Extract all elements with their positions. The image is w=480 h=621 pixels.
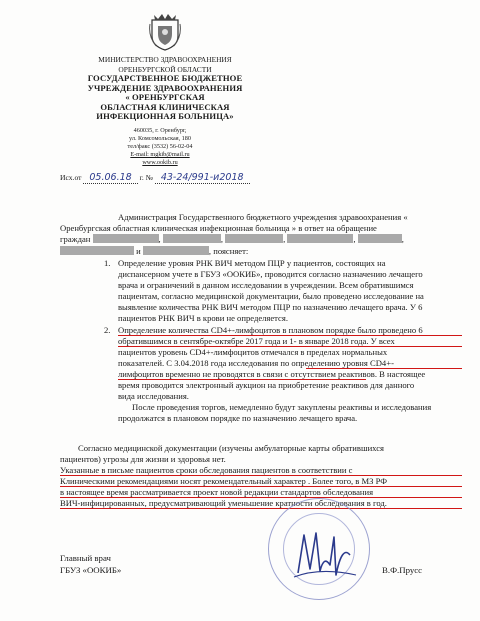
redacted-name-1	[93, 234, 159, 243]
item-number: 1.	[104, 258, 111, 268]
item2-line8: После проведения торгов, немедленно будут закуплены реактивы и исследования	[132, 402, 432, 412]
item2-line9: продолжатся в плановом порядке по назначению лечащего врача.	[118, 413, 358, 423]
item2-line5: лимфоцитов временно не проводятся в связи с отсутствием реактивов. В настоящее	[118, 369, 426, 379]
red-underline	[60, 486, 462, 487]
org-address	[95, 127, 225, 167]
region-name: ОРЕНБУРГСКОЙ ОБЛАСТИ	[118, 64, 212, 74]
signature-title	[60, 552, 121, 576]
closing-line1: Согласно медицинской документации (изучены амбулаторные карты обратившихся	[78, 443, 384, 453]
intro-citizens-label: граждан	[60, 234, 91, 244]
org-name-line5: ИНФЕКЦИОННАЯ БОЛЬНИЦА»	[96, 111, 234, 121]
coat-of-arms-emblem	[148, 12, 182, 52]
intro-and-word: и	[136, 246, 141, 256]
org-name-line2: УЧРЕЖДЕНИЕ ЗДРАВООХРАНЕНИЯ	[87, 82, 243, 93]
item-number: 2.	[104, 325, 111, 335]
item2-line1: Определение количества CD4+-лимфоцитов в плановом порядке было проведено 6	[118, 325, 423, 335]
outgoing-date: 05.06.18	[83, 172, 137, 184]
org-name-line4: ОБЛАСТНАЯ КЛИНИЧЕСКАЯ	[100, 101, 230, 112]
redacted-name-3	[225, 234, 283, 243]
intro-line2: Оренбургская областная клиническая инфекционная больница » в ответ на обращение	[60, 223, 377, 233]
item1-line2: диспансерном учете в ГБУЗ «ООКИБ», проводится согласно назначению лечащего	[118, 269, 423, 279]
outgoing-label: Исх.от	[60, 173, 82, 182]
letterhead	[70, 55, 260, 122]
intro-line4	[60, 246, 460, 257]
red-underline	[118, 346, 462, 347]
red-underline	[60, 475, 462, 476]
signer-position: Главный врач	[60, 553, 111, 563]
item1-line1: Определение уровня РНК ВИЧ методом ПЦР у пациентов, состоящих на	[118, 258, 386, 268]
item2-line6: время проводится электронный аукцион на приобретение реактивов для данного	[118, 380, 415, 390]
redacted-name-5	[358, 234, 402, 243]
red-underline	[118, 379, 366, 380]
red-underline	[60, 497, 462, 498]
item1-line3: врача и ограничений в данном исследовании в учреждении. Всем обратившимся	[118, 280, 414, 290]
item2-line2: обратившимся в сентябре-октябре 2017 года и 1- в январе 2018 года. У всех	[118, 336, 395, 346]
outgoing-reference	[60, 172, 250, 183]
item1-line6: пациентов РНК ВИЧ в крови не определяется.	[118, 313, 288, 323]
item2-line7: вида исследования.	[118, 391, 189, 401]
ministry-name: МИНИСТЕРСТВО ЗДРАВООХРАНЕНИЯ	[98, 55, 232, 64]
closing-line2: пациентов) угрозы для жизни и здоровья нет.	[60, 454, 226, 464]
closing-line6: ВИЧ-инфицированных, предусматривающий уменьшение кратности обследования в год.	[60, 498, 387, 508]
address-line1: 460035, г. Оренбург,	[133, 127, 187, 134]
item1-line4: пациентам, согласно медицинской документации, было проведено исследование на	[118, 291, 424, 301]
phone-line: тел/факс (3532) 56-02-04	[127, 143, 193, 150]
red-underline	[306, 368, 462, 369]
item1-line5: выявление количества РНК ВИЧ методом ПЦР по назначению лечащего врача. У 6	[118, 302, 423, 312]
email-line: E-mail: mgkib@mail.ru	[130, 151, 190, 158]
org-name-line3: « ОРЕНБУРГСКАЯ	[125, 92, 205, 102]
website-line: www.ookib.ru	[142, 159, 178, 166]
redacted-name-4	[287, 234, 353, 243]
outgoing-number-label: г. №	[139, 173, 153, 182]
closing-line4: Клиническими рекомендациями носят рекомендательный характер . Более того, в МЗ РФ	[60, 476, 388, 486]
signer-organization: ГБУЗ «ООКИБ»	[60, 565, 122, 575]
intro-explains: , поясняет:	[208, 246, 249, 256]
item2-line4: показателей. С 3.04.2018 года исследования по определению уровня CD4+-	[118, 358, 394, 368]
closing-line5: в настоящее время рассматривается проект новой редакции стандартов обследования	[60, 487, 374, 497]
redacted-name-6	[60, 246, 134, 255]
org-name-line1: ГОСУДАРСТВЕННОЕ БЮДЖЕТНОЕ	[87, 73, 243, 83]
signer-name: В.Ф.Прусс	[382, 565, 423, 575]
address-line2: ул. Комсомольская, 180	[129, 135, 191, 142]
item2-line3: пациентов уровень CD4+-лимфоцитов отмечался в пределах нормальных	[118, 347, 388, 357]
outgoing-number: 43-24/991-и2018	[155, 172, 250, 184]
red-underline	[118, 335, 462, 336]
intro-line1: Администрация Государственного бюджетного учреждения здравоохранения «	[118, 212, 408, 222]
redacted-name-7	[143, 246, 209, 255]
handwritten-signature	[290, 525, 360, 585]
redacted-name-2	[163, 234, 221, 243]
red-underline	[60, 508, 462, 509]
closing-line3: Указанные в письме пациентов сроки обследования пациентов в соответствии с	[60, 465, 353, 475]
intro-line3: граждан , , , , ,	[60, 234, 404, 244]
